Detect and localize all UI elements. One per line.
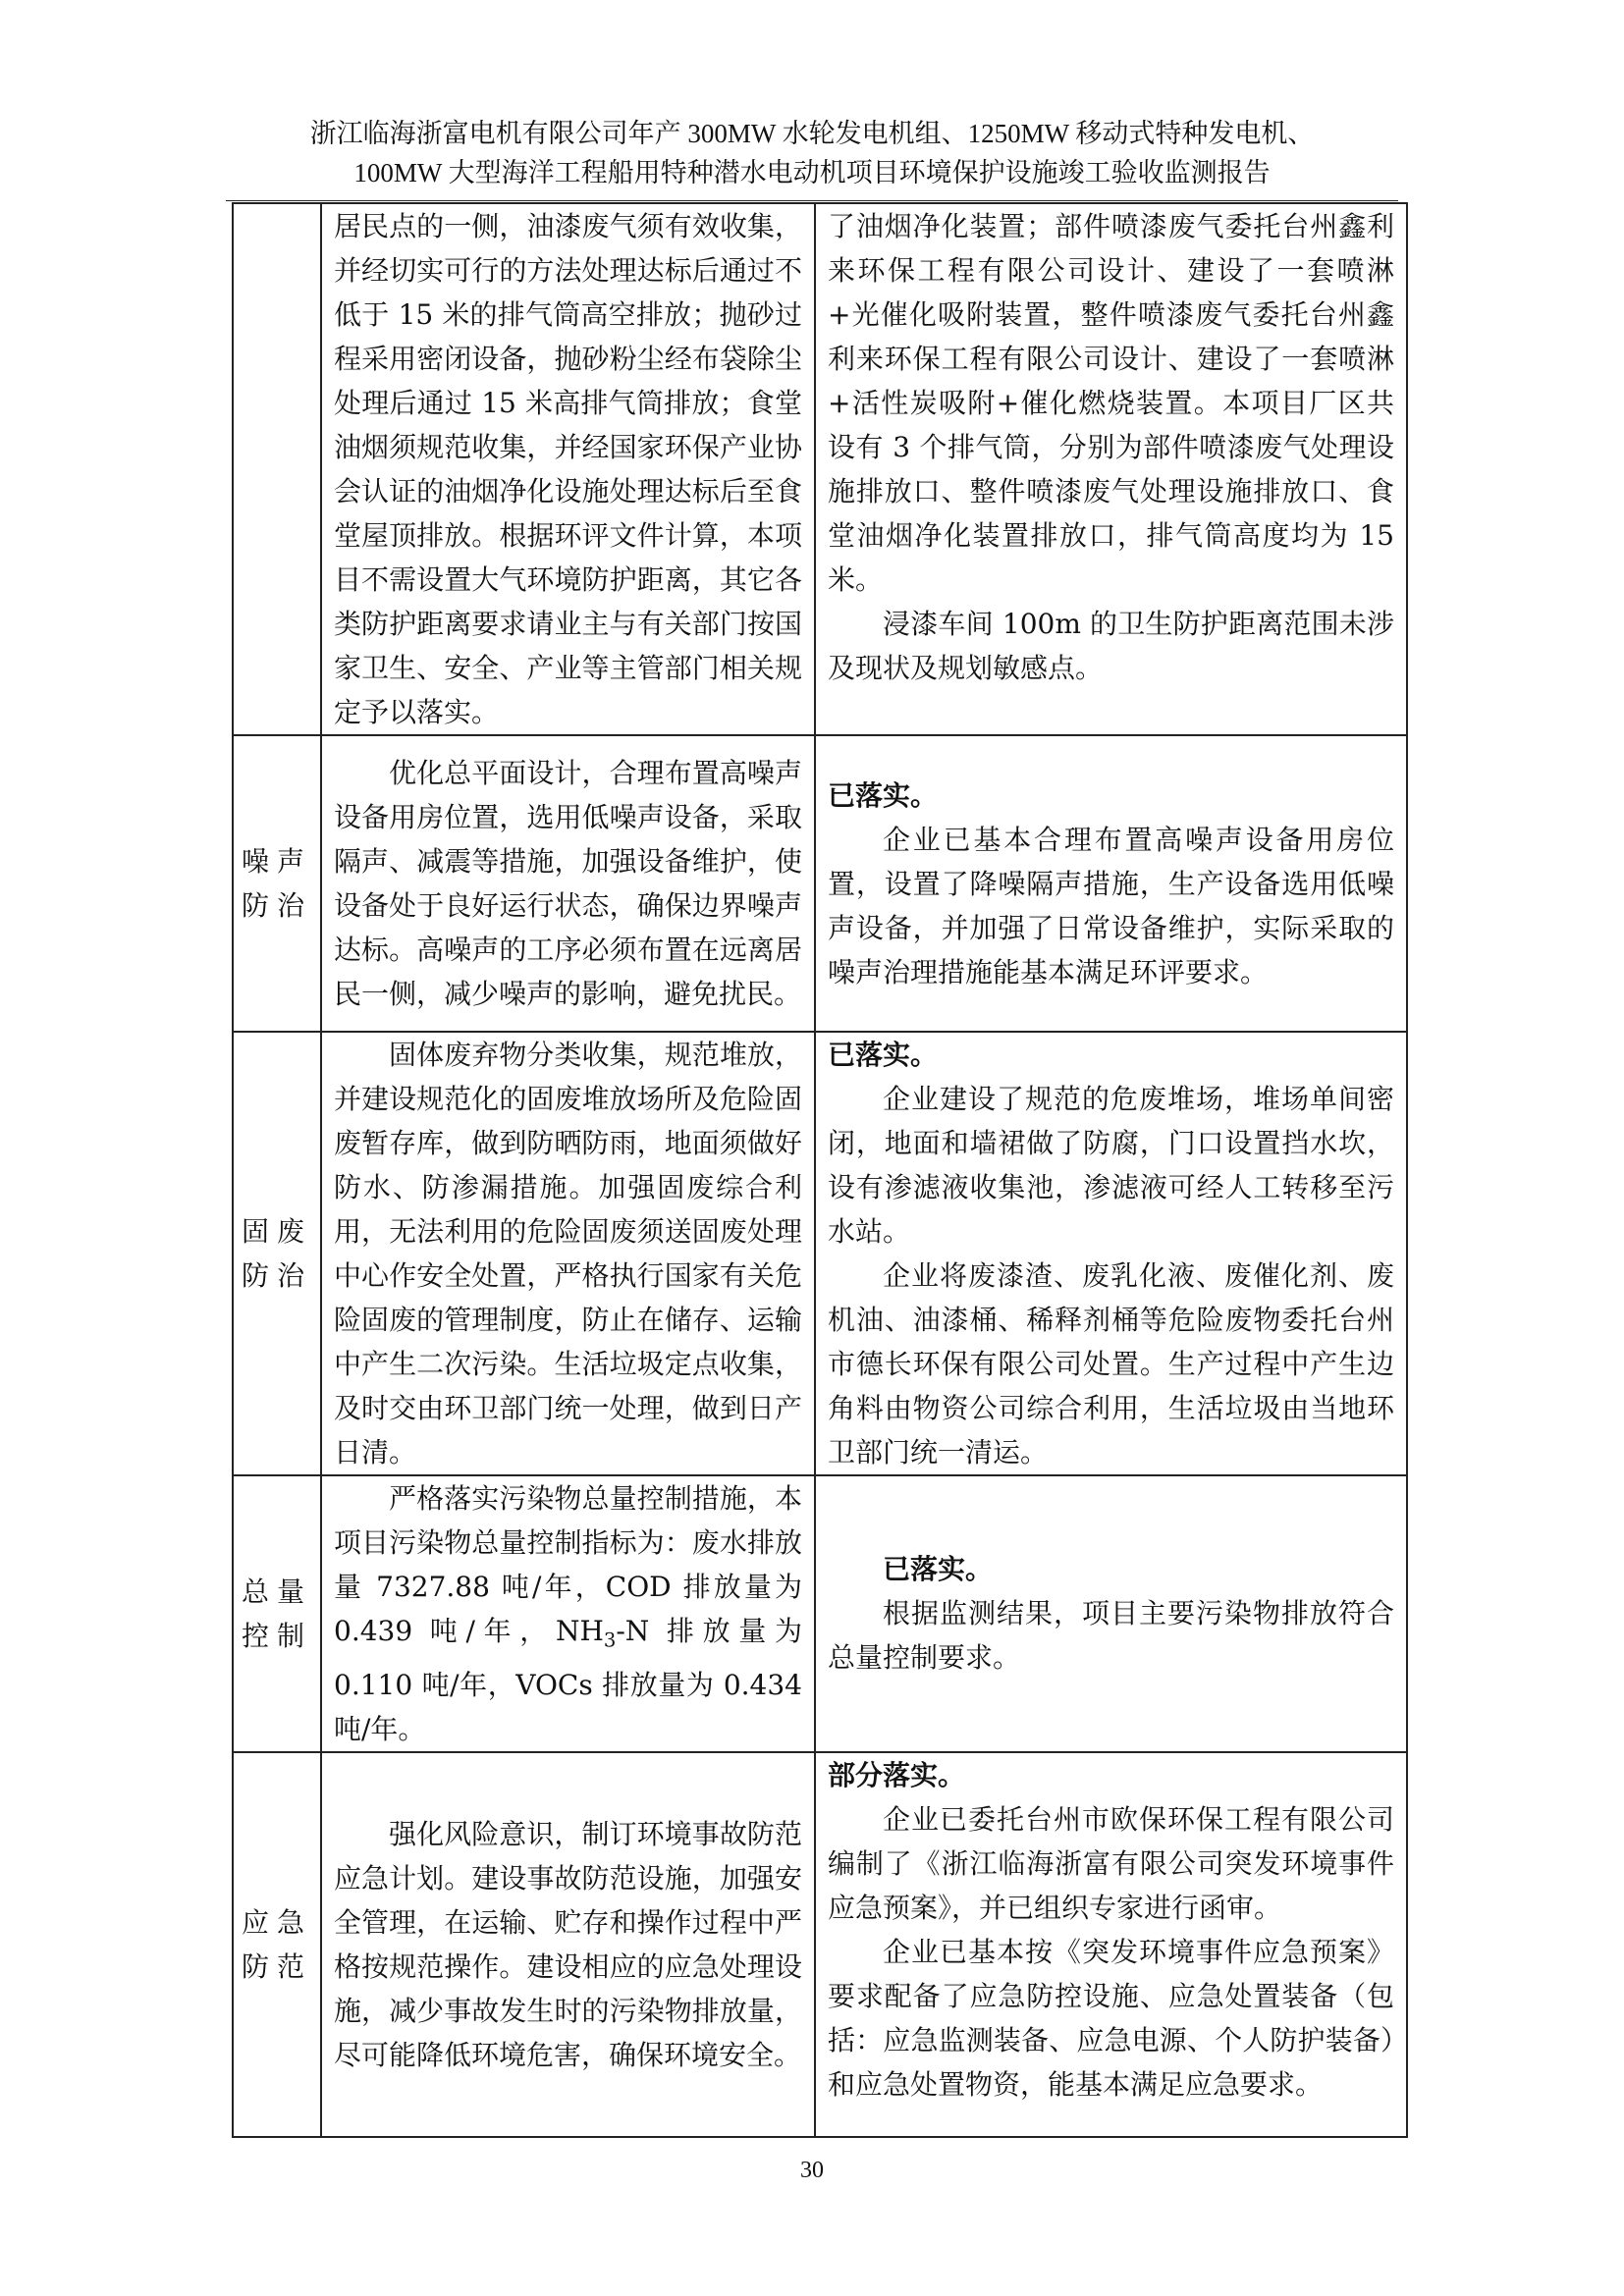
implementation-text: 企业建设了规范的危废堆场，堆场单间密闭，地面和墙裙做了防腐，门口设置挡水坎，设有渗滤液收集池，渗滤液可经人工转移至污水站。 xyxy=(828,1083,1394,1248)
table-row xyxy=(233,735,1407,1032)
table-row xyxy=(233,1475,1407,1752)
requirement-text: 固体废弃物分类收集，规范堆放，并建设规范化的固废堆放场所及危险固废暂存库，做到防晒防雨，地面须做好防水、防渗漏措施。加强固废综合利用，无法利用的危险固废须送固废处理中心作安全处置，严格执行国家有关危险固废的管理制度，防止在储存、运输中产生二次污染。生活垃圾定点收集，及时交由环卫部门统一处理，做到日产日清。 xyxy=(334,1039,802,1468)
category-cell xyxy=(233,203,321,735)
implementation-text: 企业已基本按《突发环境事件应急预案》要求配备了应急防控设施、应急处置装备（包括：应急监测装备、应急电源、个人防护装备）和应急处置物资，能基本满足应急要求。 xyxy=(828,1935,1394,2101)
implementation-text: 浸漆车间 100m 的卫生防护距离范围未涉及现状及规划敏感点。 xyxy=(828,608,1394,684)
implementation-text: 企业将废漆渣、废乳化液、废催化剂、废机油、油漆桶、稀释剂桶等危险废物委托台州市德长环保有限公司处置。生产过程中产生边角料由物资公司综合利用，生活垃圾由当地环卫部门统一清运。 xyxy=(828,1259,1394,1468)
implementation-text: 企业已委托台州市欧保环保工程有限公司编制了《浙江临海浙富有限公司突发环境事件应急预案》，并已组织专家进行函审。 xyxy=(828,1802,1394,1924)
implementation-text: 根据监测结果，项目主要污染物排放符合总量控制要求。 xyxy=(828,1597,1394,1675)
requirement-text-part: 严格落实污染物总量控制措施，本项目污染物总量控制指标为：废水排放量 7327.88 吨/年，COD 排放量为 0.439 吨/年，NH xyxy=(334,1482,802,1647)
requirement-cell xyxy=(321,203,815,735)
status-text: 已落实。 xyxy=(828,1039,939,1071)
category-cell: 应急防范 xyxy=(233,1752,321,2137)
requirement-text xyxy=(334,1476,802,1751)
requirement-text: 优化总平面设计，合理布置高噪声设备用房位置，选用低噪声设备，采取隔声、减震等措施，加强设备维护，使设备处于良好运行状态，确保边界噪声达标。高噪声的工序必须布置在远离居民一侧，减少噪声的影响，避免扰民。 xyxy=(334,757,802,1010)
page-number: 30 xyxy=(800,2158,824,2183)
status-text: 已落实。 xyxy=(883,1553,994,1586)
header-line-1: 浙江临海浙富电机有限公司年产 300MW 水轮发电机组、1250MW 移动式特种发电机、 xyxy=(309,119,1315,148)
requirement-text: 强化风险意识，制订环境事故防范应急计划。建设事故防范设施，加强安全管理，在运输、贮存和操作过程中严格按规范操作。建设相应的应急处理设施，减少事故发生时的污染物排放量，尽可能降低环境危害，确保环境安全。 xyxy=(334,1817,802,2071)
implementation-cell xyxy=(815,1475,1407,1752)
table-row xyxy=(233,203,1407,735)
acceptance-table xyxy=(232,202,1408,2138)
implementation-text: 了油烟净化装置；部件喷漆废气委托台州鑫利来环保工程有限公司设计、建设了一套喷淋+光催化吸附装置，整件喷漆废气委托台州鑫利来环保工程有限公司设计、建设了一套喷淋+活性炭吸附+催化燃烧装置。本项目厂区共设有 3 个排气筒，分别为部件喷漆废气处理设施排放口、整件喷漆废气处理设施排放口、食堂油烟净化装置排放口，排气筒高度均为 15 米。 xyxy=(828,210,1394,596)
table-row xyxy=(233,1752,1407,2137)
requirement-cell xyxy=(321,1475,815,1752)
category-cell: 噪声防治 xyxy=(233,735,321,1032)
implementation-cell xyxy=(815,1752,1407,2137)
requirement-cell xyxy=(321,1752,815,2137)
category-cell: 固废防治 xyxy=(233,1032,321,1475)
requirement-text-part: -N 排放量为 0.110 吨/年，VOCs 排放量为 0.434 吨/年。 xyxy=(334,1615,802,1745)
subscript: 3 xyxy=(603,1629,617,1652)
requirement-text: 居民点的一侧，油漆废气须有效收集，并经切实可行的方法处理达标后通过不低于 15 米的排气筒高空排放；抛砂过程采用密闭设备，抛砂粉尘经布袋除尘处理后通过 15 米高排气筒排放；食堂油烟须规范收集，并经国家环保产业协会认证的油烟净化设施处理达标后至食堂屋顶排放。根据环评文件计算，本项目不需设置大气环境防护距离，其它各类防护距离要求请业主与有关部门按国家卫生、安全、产业等主管部门相关规定予以落实。 xyxy=(334,210,802,728)
status-text: 部分落实。 xyxy=(828,1758,966,1791)
header-line-2: 100MW 大型海洋工程船用特种潜水电动机项目环境保护设施竣工验收监测报告 xyxy=(353,158,1271,187)
header-rule xyxy=(226,200,1398,201)
implementation-cell xyxy=(815,1032,1407,1475)
implementation-text: 企业已基本合理布置高噪声设备用房位置，设置了降噪隔声措施，生产设备选用低噪声设备，并加强了日常设备维护，实际采取的噪声治理措施能基本满足环评要求。 xyxy=(828,823,1394,988)
table-row xyxy=(233,1032,1407,1475)
implementation-cell xyxy=(815,203,1407,735)
page-header xyxy=(226,114,1398,192)
requirement-cell xyxy=(321,735,815,1032)
requirement-cell xyxy=(321,1032,815,1475)
status-text: 已落实。 xyxy=(828,778,939,812)
implementation-cell xyxy=(815,735,1407,1032)
category-cell: 总量控制 xyxy=(233,1475,321,1752)
